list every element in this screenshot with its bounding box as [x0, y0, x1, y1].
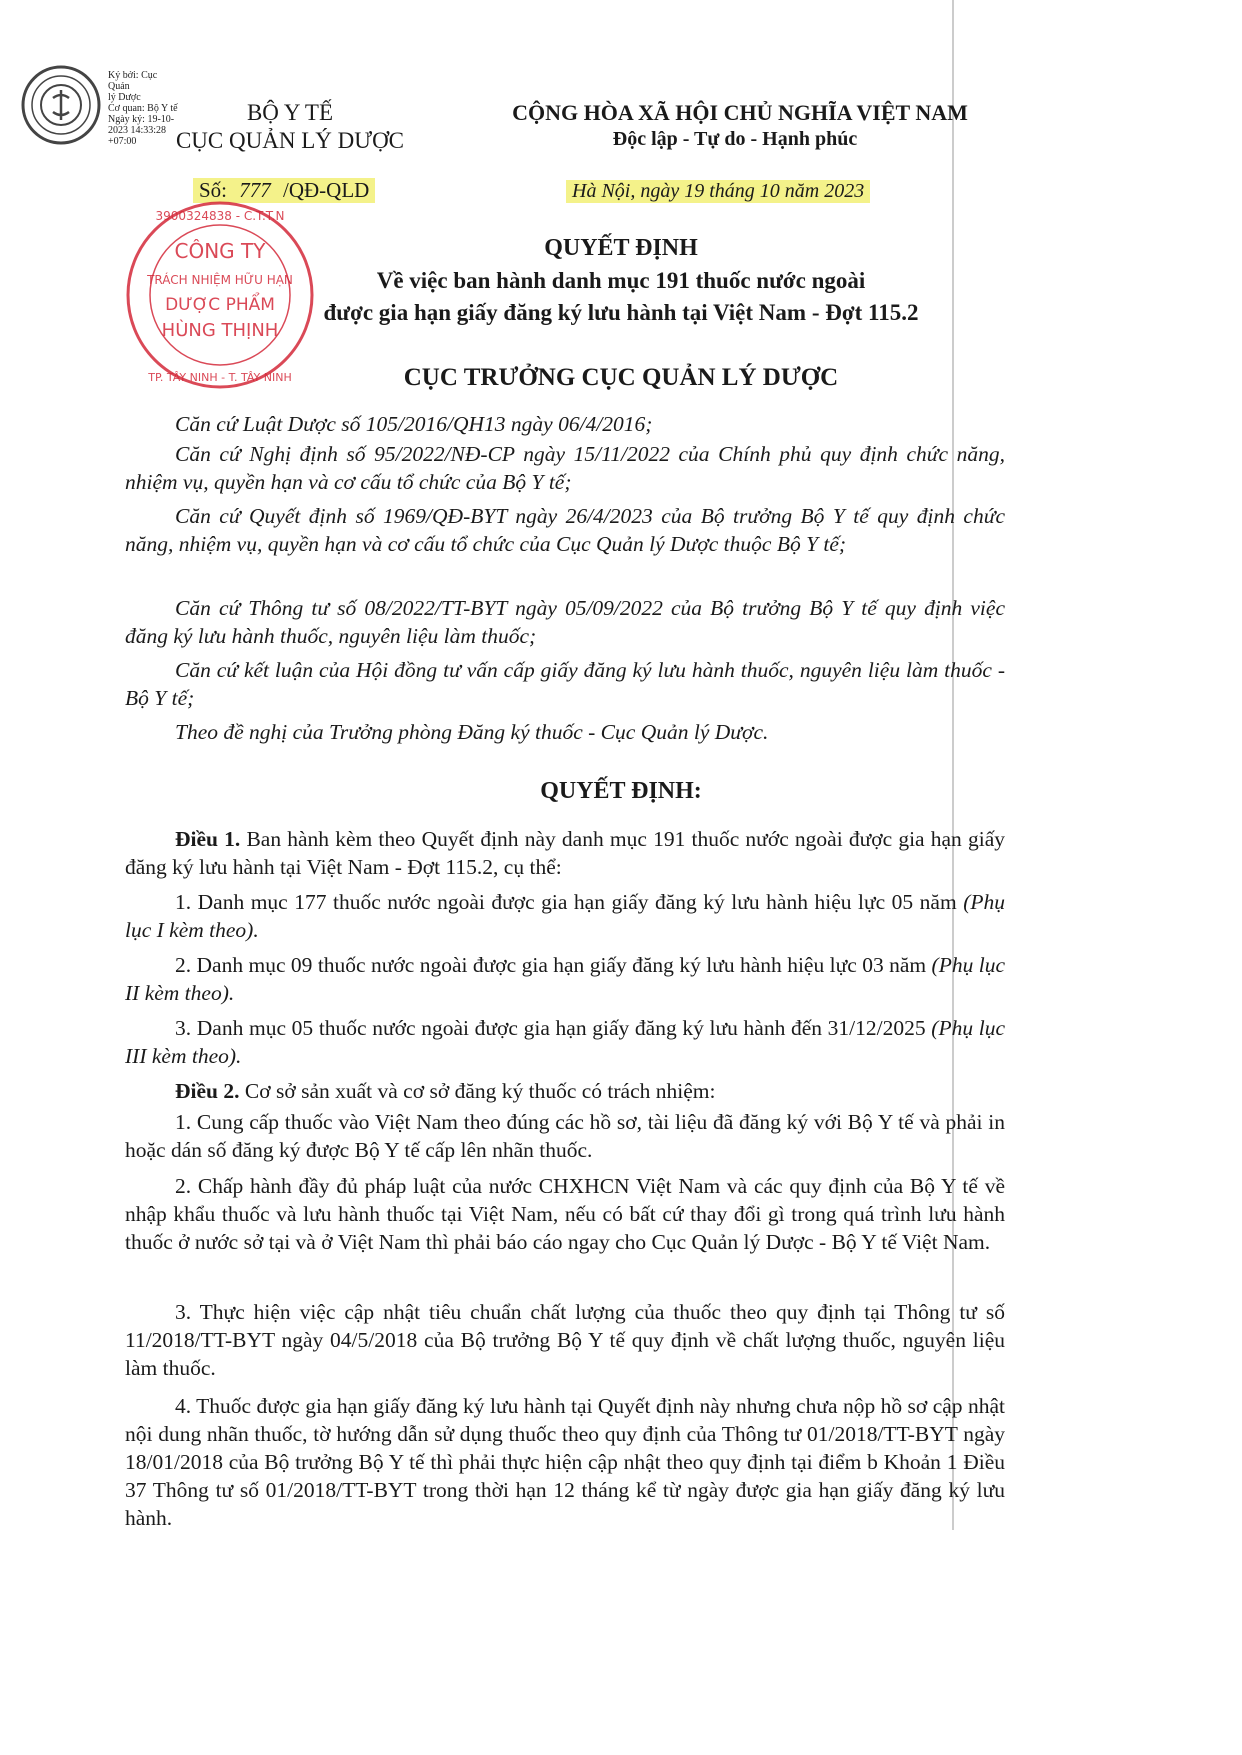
article-2-item: 3. Thực hiện việc cập nhật tiêu chuẩn chất lượng của thuốc theo quy định tại Thông tư số 11/2018/TT-BYT ngày 04/5/2018 của Bộ trưởng Bộ Y tế quy định về chất lượng thuốc, nguyên liệu làm thuốc.: [125, 1300, 1005, 1380]
department-name: CỤC QUẢN LÝ DƯỢC: [175, 128, 405, 153]
signature-line: Cơ quan: Bộ Y tế: [108, 103, 178, 114]
legal-basis: Căn cứ kết luận của Hội đồng tư vấn cấp giấy đăng ký lưu hành thuốc, nguyên liệu làm thuốc - Bộ Y tế;: [125, 658, 1005, 710]
ministry-seal-icon: [20, 64, 102, 146]
signature-line: lý Dược: [108, 92, 141, 103]
document-subject-line1: Về việc ban hành danh mục 191 thuốc nước ngoài: [376, 268, 866, 293]
national-motto: Độc lập - Tự do - Hạnh phúc: [612, 128, 858, 150]
legal-basis: Theo đề nghị của Trưởng phòng Đăng ký thuốc - Cục Quản lý Dược.: [175, 720, 769, 744]
doc-number-prefix: Số:: [199, 178, 228, 202]
article-2-item: 1. Cung cấp thuốc vào Việt Nam theo đúng các hồ sơ, tài liệu đã đăng ký với Bộ Y tế và phải in hoặc dán số đăng ký được Bộ Y tế cấp lên nhãn thuốc.: [125, 1110, 1005, 1162]
place-date: Hà Nội, ngày 19 tháng 10 năm 2023: [566, 180, 870, 203]
item-text: 1. Danh mục 177 thuốc nước ngoài được gia hạn giấy đăng ký lưu hành hiệu lực 05 năm: [175, 890, 964, 914]
article-1-item: [125, 888, 1005, 944]
issuing-authority: CỤC TRƯỞNG CỤC QUẢN LÝ DƯỢC: [403, 364, 839, 391]
document-type-title: QUYẾT ĐỊNH: [544, 235, 698, 261]
article-2-label: Điều 2.: [175, 1079, 240, 1103]
item-text: 3. Danh mục 05 thuốc nước ngoài được gia hạn giấy đăng ký lưu hành đến 31/12/2025: [175, 1016, 932, 1040]
svg-text:TP. TÂY NINH - T. TÂY NINH: TP. TÂY NINH - T. TÂY NINH: [148, 371, 292, 384]
decision-heading: QUYẾT ĐỊNH:: [540, 778, 702, 804]
document-subject-line2: được gia hạn giấy đăng ký lưu hành tại Việt Nam - Đợt 115.2: [323, 300, 919, 325]
svg-text:CÔNG TY: CÔNG TY: [174, 239, 266, 263]
legal-basis: Căn cứ Luật Dược số 105/2016/QH13 ngày 06/4/2016;: [175, 412, 653, 436]
article-1-item: [125, 1014, 1005, 1070]
item-note: (Phụ lục II kèm theo).: [125, 953, 1005, 1005]
doc-number-value: 777: [239, 178, 271, 202]
item-text: 2. Danh mục 09 thuốc nước ngoài được gia hạn giấy đăng ký lưu hành hiệu lực 03 năm: [175, 953, 932, 977]
svg-text:TRÁCH NHIỆM HỮU HẠN: TRÁCH NHIỆM HỮU HẠN: [147, 273, 293, 287]
article-2: [125, 1077, 1005, 1105]
item-note: (Phụ lục III kèm theo).: [125, 1016, 1005, 1068]
ministry-name: BỘ Y TẾ: [246, 100, 334, 125]
doc-number-suffix: /QĐ-QLD: [283, 178, 370, 202]
svg-text:DƯỢC PHẨM: DƯỢC PHẨM: [165, 295, 275, 315]
signature-line: 2023 14:33:28: [108, 125, 167, 136]
article-1-label: Điều 1.: [175, 827, 241, 851]
republic-name: CỘNG HÒA XÃ HỘI CHỦ NGHĨA VIỆT NAM: [512, 100, 968, 125]
legal-basis: Căn cứ Nghị định số 95/2022/NĐ-CP ngày 15/11/2022 của Chính phủ quy định chức năng, nhiệm vụ, quyền hạn và cơ cấu tổ chức của Bộ Y tế;: [125, 442, 1005, 494]
legal-basis: Căn cứ Quyết định số 1969/QĐ-BYT ngày 26/4/2023 của Bộ trưởng Bộ Y tế quy định chức năng, nhiệm vụ, quyền hạn và cơ cấu tổ chức của Cục Quản lý Dược thuộc Bộ Y tế;: [125, 504, 1005, 556]
article-1: [125, 825, 1005, 881]
article-1-text: Ban hành kèm theo Quyết định này danh mục 191 thuốc nước ngoài được gia hạn giấy đăng ký lưu hành tại Việt Nam - Đợt 115.2, cụ thể:: [125, 827, 1005, 879]
signature-line: Ký bởi: Cục Quản: [108, 70, 158, 92]
svg-text:HÙNG THỊNH: HÙNG THỊNH: [161, 320, 279, 341]
article-2-item: 2. Chấp hành đầy đủ pháp luật của nước CHXHCN Việt Nam và các quy định của Bộ Y tế về nhập khẩu thuốc và lưu hành thuốc tại Việt Nam, nếu có bất cứ thay đổi gì trong quá trình lưu hành thuốc ở nước sở tại và ở Việt Nam thì phải báo cáo ngay cho Cục Quản lý Dược - Bộ Y tế Việt Nam.: [125, 1174, 1005, 1254]
signature-line: Ngày ký: 19-10-: [108, 114, 175, 125]
item-note: (Phụ lục I kèm theo).: [125, 890, 1005, 942]
article-2-item: 4. Thuốc được gia hạn giấy đăng ký lưu hành tại Quyết định này nhưng chưa nộp hồ sơ cập nhật nội dung nhãn thuốc, tờ hướng dẫn sử dụng thuốc theo quy định của Thông tư 01/2018/TT-BYT ngày 18/01/2018 của Bộ trưởng Bộ Y tế thì phải thực hiện cập nhật theo quy định tại điểm b Khoản 1 Điều 37 Thông tư số 01/2018/TT-BYT trong thời hạn 12 tháng kể từ ngày được gia hạn giấy đăng ký lưu hành.: [125, 1394, 1005, 1530]
svg-text:3900324838 - C.T.T.N: 3900324838 - C.T.T.N: [155, 209, 285, 223]
article-1-item: [125, 951, 1005, 1007]
article-2-text: Cơ sở sản xuất và cơ sở đăng ký thuốc có trách nhiệm:: [239, 1079, 716, 1103]
signature-line: +07:00: [108, 136, 137, 147]
legal-basis: Căn cứ Thông tư số 08/2022/TT-BYT ngày 05/09/2022 của Bộ trưởng Bộ Y tế quy định việc đăng ký lưu hành thuốc, nguyên liệu làm thuốc;: [125, 596, 1005, 648]
